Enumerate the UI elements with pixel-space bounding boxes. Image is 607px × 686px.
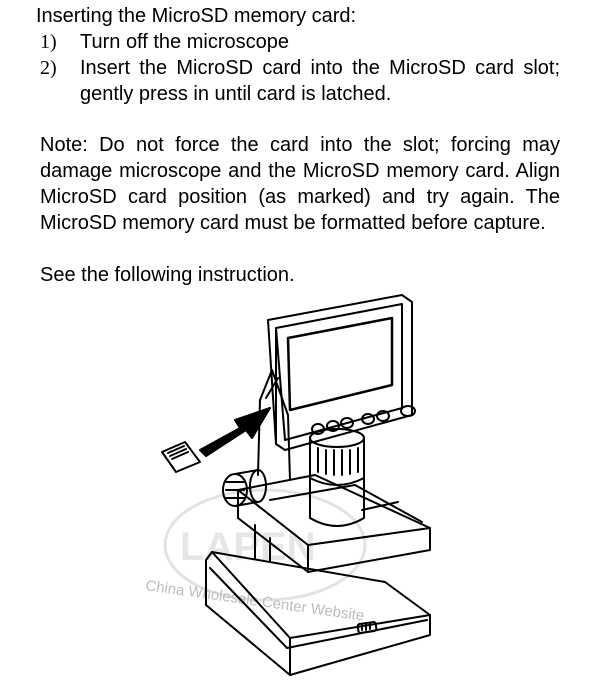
instruction-steps	[40, 29, 560, 107]
lcd-screen	[268, 295, 412, 450]
microscope-illustration	[140, 290, 460, 682]
microsd-card-icon	[162, 442, 200, 472]
section-heading: Inserting the MicroSD memory card:	[36, 5, 357, 27]
step-1	[40, 29, 560, 55]
note-paragraph: Note: Do not force the card into the slot; forcing may damage microscope and the MicroSD memory card. Align MicroSD card position (as marked) and try again. The MicroSD memory card must be formatted before capture.	[40, 134, 560, 234]
step-2	[40, 55, 560, 107]
watermark-logo: LAPEN	[180, 525, 316, 569]
step-number: 1)	[40, 31, 57, 53]
watermark-text: China Wholesale Center Website	[144, 577, 366, 625]
see-instruction-text: See the following instruction.	[40, 264, 295, 286]
step-text: Insert the MicroSD card into the MicroSD card slot; gently press in until card is latched.	[80, 57, 560, 105]
step-text: Turn off the microscope	[80, 31, 289, 53]
step-number: 2)	[40, 57, 57, 79]
